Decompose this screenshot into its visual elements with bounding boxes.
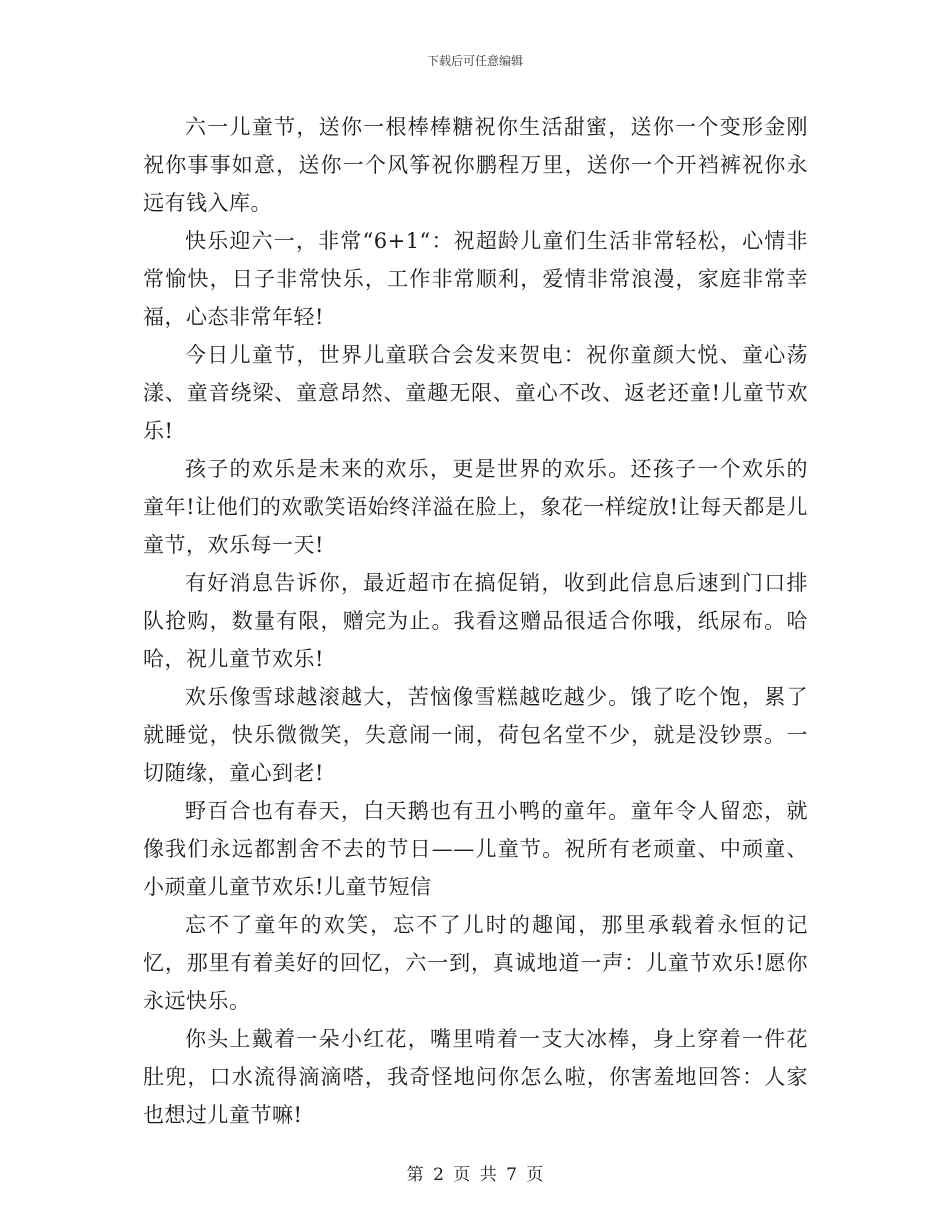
- paragraph: 孩子的欢乐是未来的欢乐，更是世界的欢乐。还孩子一个欢乐的童年!让他们的欢歌笑语始终洋溢在脸上，象花一样绽放!让每天都是儿童节，欢乐每一天!: [143, 457, 808, 557]
- paragraph: 有好消息告诉你，最近超市在搞促销，收到此信息后速到门口排队抢购，数量有限，赠完为止。我看这赠品很适合你哦，纸尿布。哈哈，祝儿童节欢乐!: [143, 571, 808, 671]
- document-body: [143, 108, 808, 1134]
- paragraph: 忘不了童年的欢笑，忘不了儿时的趣闻，那里承载着永恒的记忆，那里有着美好的回忆，六一到，真诚地道一声：儿童节欢乐!愿你永远快乐。: [143, 913, 808, 1013]
- page-number-footer: 第 2 页 共 7 页: [406, 1165, 544, 1185]
- paragraph: 你头上戴着一朵小红花，嘴里啃着一支大冰棒，身上穿着一件花肚兜，口水流得滴滴嗒，我奇怪地问你怎么啦，你害羞地回答：人家也想过儿童节嘛!: [143, 1027, 808, 1127]
- paragraph: 今日儿童节，世界儿童联合会发来贺电：祝你童颜大悦、童心荡漾、童音绕梁、童意昂然、童趣无限、童心不改、返老还童!儿童节欢乐!: [143, 343, 808, 443]
- paragraph: 欢乐像雪球越滚越大，苦恼像雪糕越吃越少。饿了吃个饱，累了就睡觉，快乐微微笑，失意闹一闹，荷包名堂不少，就是没钞票。一切随缘，童心到老!: [143, 685, 808, 785]
- paragraph: 六一儿童节，送你一根棒棒糖祝你生活甜蜜，送你一个变形金刚祝你事事如意，送你一个风筝祝你鹏程万里，送你一个开裆裤祝你永远有钱入库。: [143, 115, 808, 215]
- page-header: 下载后可任意编辑: [426, 54, 523, 68]
- paragraph: 野百合也有春天，白天鹅也有丑小鸭的童年。童年令人留恋，就像我们永远都割舍不去的节日——儿童节。祝所有老顽童、中顽童、小顽童儿童节欢乐!儿童节短信: [143, 799, 808, 899]
- paragraph: 快乐迎六一，非常“6+1“：祝超龄儿童们生活非常轻松，心情非常愉快，日子非常快乐，工作非常顺利，爱情非常浪漫，家庭非常幸福，心态非常年轻!: [143, 229, 808, 329]
